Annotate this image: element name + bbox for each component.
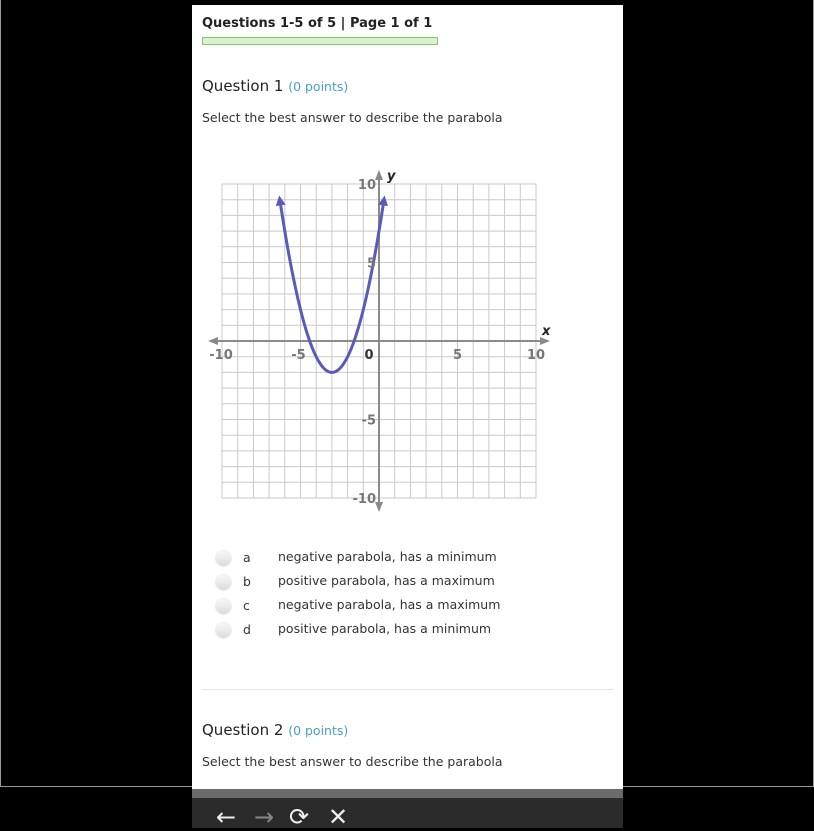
answer-option-d[interactable] bbox=[216, 620, 536, 642]
tick-label-origin: 0 bbox=[364, 348, 374, 363]
y-axis-bottom-arrow bbox=[375, 502, 383, 512]
option-text: negative parabola, has a maximum bbox=[278, 597, 501, 612]
graph-axes bbox=[208, 170, 550, 512]
tick-label-x: 10 bbox=[526, 348, 546, 363]
question-divider bbox=[202, 689, 613, 690]
answer-option-a[interactable] bbox=[216, 548, 536, 570]
radio-button-d[interactable] bbox=[216, 623, 231, 638]
y-axis-label: y bbox=[387, 169, 396, 184]
question-1-prompt: Select the best answer to describe the parabola bbox=[202, 110, 503, 125]
question-points: (0 points) bbox=[288, 79, 349, 94]
radio-button-b[interactable] bbox=[216, 575, 231, 590]
option-text: positive parabola, has a minimum bbox=[278, 621, 492, 636]
option-letter: a bbox=[243, 550, 251, 565]
toolbar-top-strip bbox=[192, 789, 623, 798]
option-text: positive parabola, has a maximum bbox=[278, 573, 495, 588]
answer-option-b[interactable] bbox=[216, 572, 536, 594]
question-2-title bbox=[202, 721, 348, 739]
browser-toolbar bbox=[192, 789, 623, 831]
question-points: (0 points) bbox=[288, 723, 349, 738]
option-letter: b bbox=[243, 574, 251, 589]
question-title-text: Question 2 bbox=[202, 721, 284, 739]
tick-label-x: 5 bbox=[452, 348, 463, 363]
tick-label-x: -10 bbox=[209, 348, 233, 363]
tick-label-y: -5 bbox=[361, 413, 376, 429]
option-text: negative parabola, has a minimum bbox=[278, 549, 497, 564]
x-axis-left-arrow bbox=[208, 337, 218, 345]
y-axis-top-arrow bbox=[375, 170, 383, 180]
quiz-header: Questions 1-5 of 5 | Page 1 of 1 bbox=[202, 16, 433, 31]
tick-label-y: 5 bbox=[366, 256, 376, 272]
question-title-text: Question 1 bbox=[202, 77, 284, 95]
tick-label-y: 10 bbox=[357, 178, 376, 193]
close-icon[interactable]: ✕ bbox=[328, 803, 349, 831]
radio-button-c[interactable] bbox=[216, 599, 231, 614]
option-letter: c bbox=[243, 598, 250, 613]
answer-option-c[interactable] bbox=[216, 596, 536, 618]
quiz-page bbox=[192, 5, 623, 789]
forward-arrow-icon[interactable]: → bbox=[254, 803, 275, 831]
question-2-prompt: Select the best answer to describe the parabola bbox=[202, 754, 503, 769]
option-letter: d bbox=[243, 622, 251, 637]
progress-bar bbox=[202, 37, 438, 45]
back-arrow-icon[interactable]: ← bbox=[216, 803, 237, 831]
parabola-graph bbox=[202, 168, 562, 523]
parabola-arrowhead bbox=[276, 195, 286, 206]
question-1-title bbox=[202, 77, 348, 95]
refresh-icon[interactable]: ⟳ bbox=[289, 803, 310, 831]
tick-label-y: -10 bbox=[352, 492, 376, 507]
tick-label-x: -5 bbox=[291, 348, 306, 363]
x-axis-label: x bbox=[542, 324, 551, 339]
radio-button-a[interactable] bbox=[216, 551, 231, 566]
